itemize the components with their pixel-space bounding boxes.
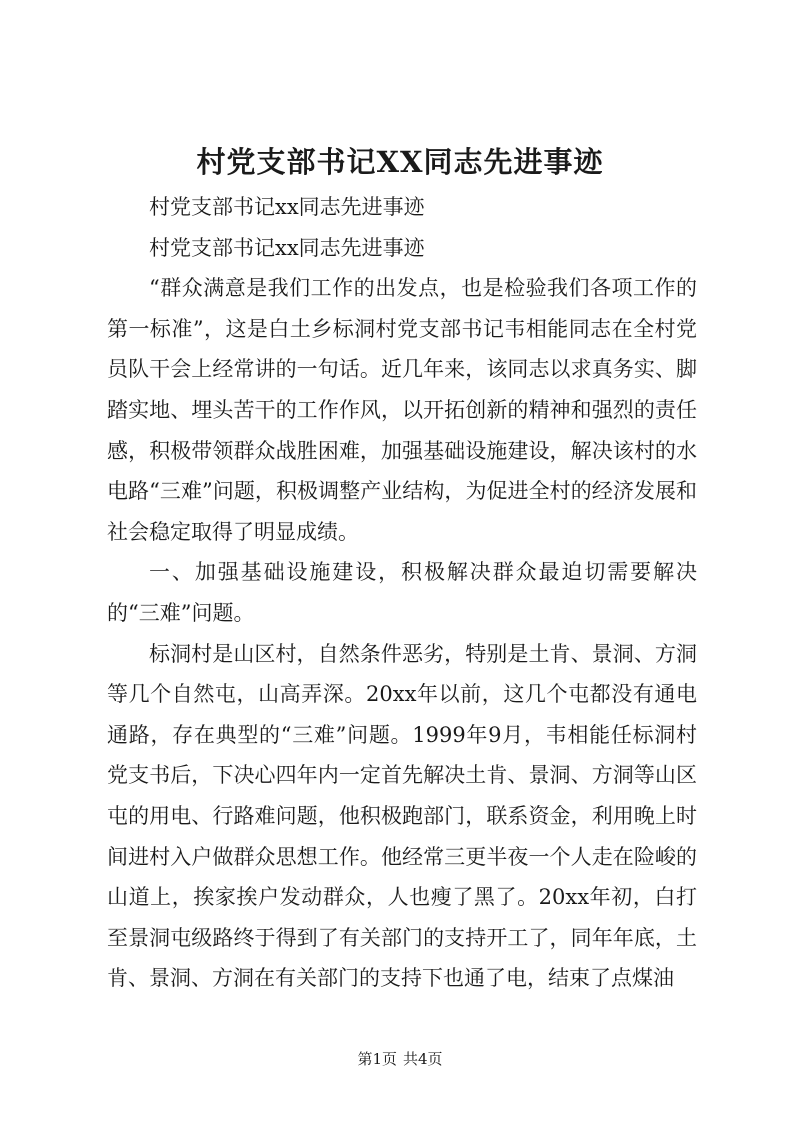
subtitle-line-1: 村党支部书记xx同志先进事迹 bbox=[149, 195, 425, 219]
paragraph-background: 标洞村是山区村，自然条件恶劣，特别是土肯、景洞、方洞等几个自然屯，山高弄深。20xx年以前，这几个屯都没有通电通路，存在典型的“三难”问题。1999年9月，韦相能任标洞村党支书后，下决心四年内一定首先解决土肯、景洞、方洞等山区屯的用电、行路难问题，他积极跑部门，联系资金，利用晚上时间进村入户做群众思想工作。他经常三更半夜一个人走在险峻的山道上，挨家挨户发动群众，人也瘦了黑了。20xx年初，白打至景洞屯级路终于得到了有关部门的支持开工了，同年年底，土肯、景洞、方洞在有关部门的支持下也通了电，结束了点煤油 bbox=[107, 641, 697, 991]
page-footer bbox=[0, 1048, 800, 1070]
page-total: 共4页 bbox=[403, 1050, 443, 1068]
page-number: 第1页 bbox=[357, 1050, 397, 1068]
document-body bbox=[107, 187, 697, 999]
document-title: 村党支部书记XX同志先进事迹 bbox=[196, 145, 604, 179]
paragraph-intro: “群众满意是我们工作的出发点，也是检验我们各项工作的第一标准”，这是白土乡标洞村党支部书记韦相能同志在全村党员队干会上经常讲的一句话。近几年来，该同志以求真务实、脚踏实地、埋头苦干的工作作风，以开拓创新的精神和强烈的责任感，积极带领群众战胜困难，加强基础设施建设，解决该村的水电路“三难”问题，积极调整产业结构，为促进全村的经济发展和社会稳定取得了明显成绩。 bbox=[107, 276, 697, 544]
section-heading-1: 一、加强基础设施建设，积极解决群众最迫切需要解决的“三难”问题。 bbox=[107, 560, 697, 625]
subtitle-line-2: 村党支部书记xx同志先进事迹 bbox=[149, 235, 425, 260]
